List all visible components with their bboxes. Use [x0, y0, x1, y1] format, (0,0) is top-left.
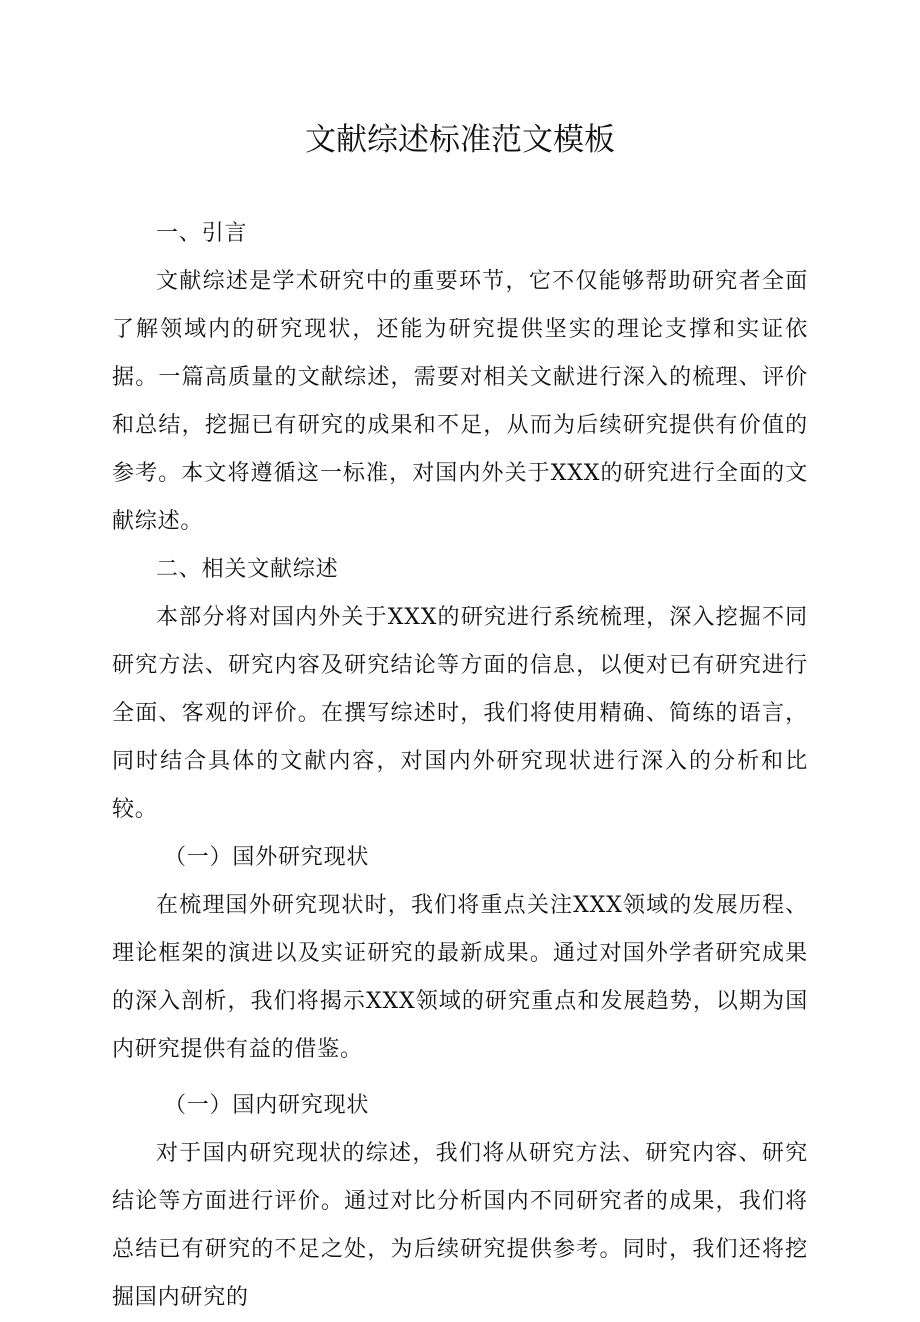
introduction-paragraph: 文献综述是学术研究中的重要环节，它不仅能够帮助研究者全面了解领域内的研究现状，还能为研究提供坚实的理论支撑和实证依据。一篇高质量的文献综述，需要对相关文献进行深入的梳理、评价和总结，挖掘已有研究的成果和不足，从而为后续研究提供有价值的参考。本文将遵循这一标准，对国内外关于XXX的研究进行全面的文献综述。 [112, 269, 808, 534]
subsection-heading-domestic-research: （一）国内研究现状 [164, 1093, 370, 1118]
section-heading-introduction: 一、引言 [156, 221, 248, 246]
related-literature-paragraph: 本部分将对国内外关于XXX的研究进行系统梳理，深入挖掘不同研究方法、研究内容及研究结论等方面的信息，以便对已有研究进行全面、客观的评价。在撰写综述时，我们将使用精确、简练的语言，同时结合具体的文献内容，对国内外研究现状进行深入的分析和比较。 [112, 605, 808, 822]
document-title: 文献综述标准范文模板 [305, 122, 615, 158]
paragraph-gap [112, 1074, 808, 1082]
foreign-research-paragraph: 在梳理国外研究现状时，我们将重点关注XXX领域的发展历程、理论框架的演进以及实证研究的最新成果。通过对国外学者研究成果的深入剖析，我们将揭示XXX领域的研究重点和发展趋势，以期为国内研究提供有益的借鉴。 [112, 893, 808, 1062]
subsection-heading-foreign-research: （一）国外研究现状 [164, 845, 370, 870]
document-body [112, 210, 808, 1322]
domestic-research-paragraph: 对于国内研究现状的综述，我们将从研究方法、研究内容、研究结论等方面进行评价。通过对比分析国内不同研究者的成果，我们将总结已有研究的不足之处，为后续研究提供参考。同时，我们还将挖掘国内研究的 [112, 1141, 808, 1310]
section-heading-related-literature: 二、相关文献综述 [156, 557, 339, 582]
